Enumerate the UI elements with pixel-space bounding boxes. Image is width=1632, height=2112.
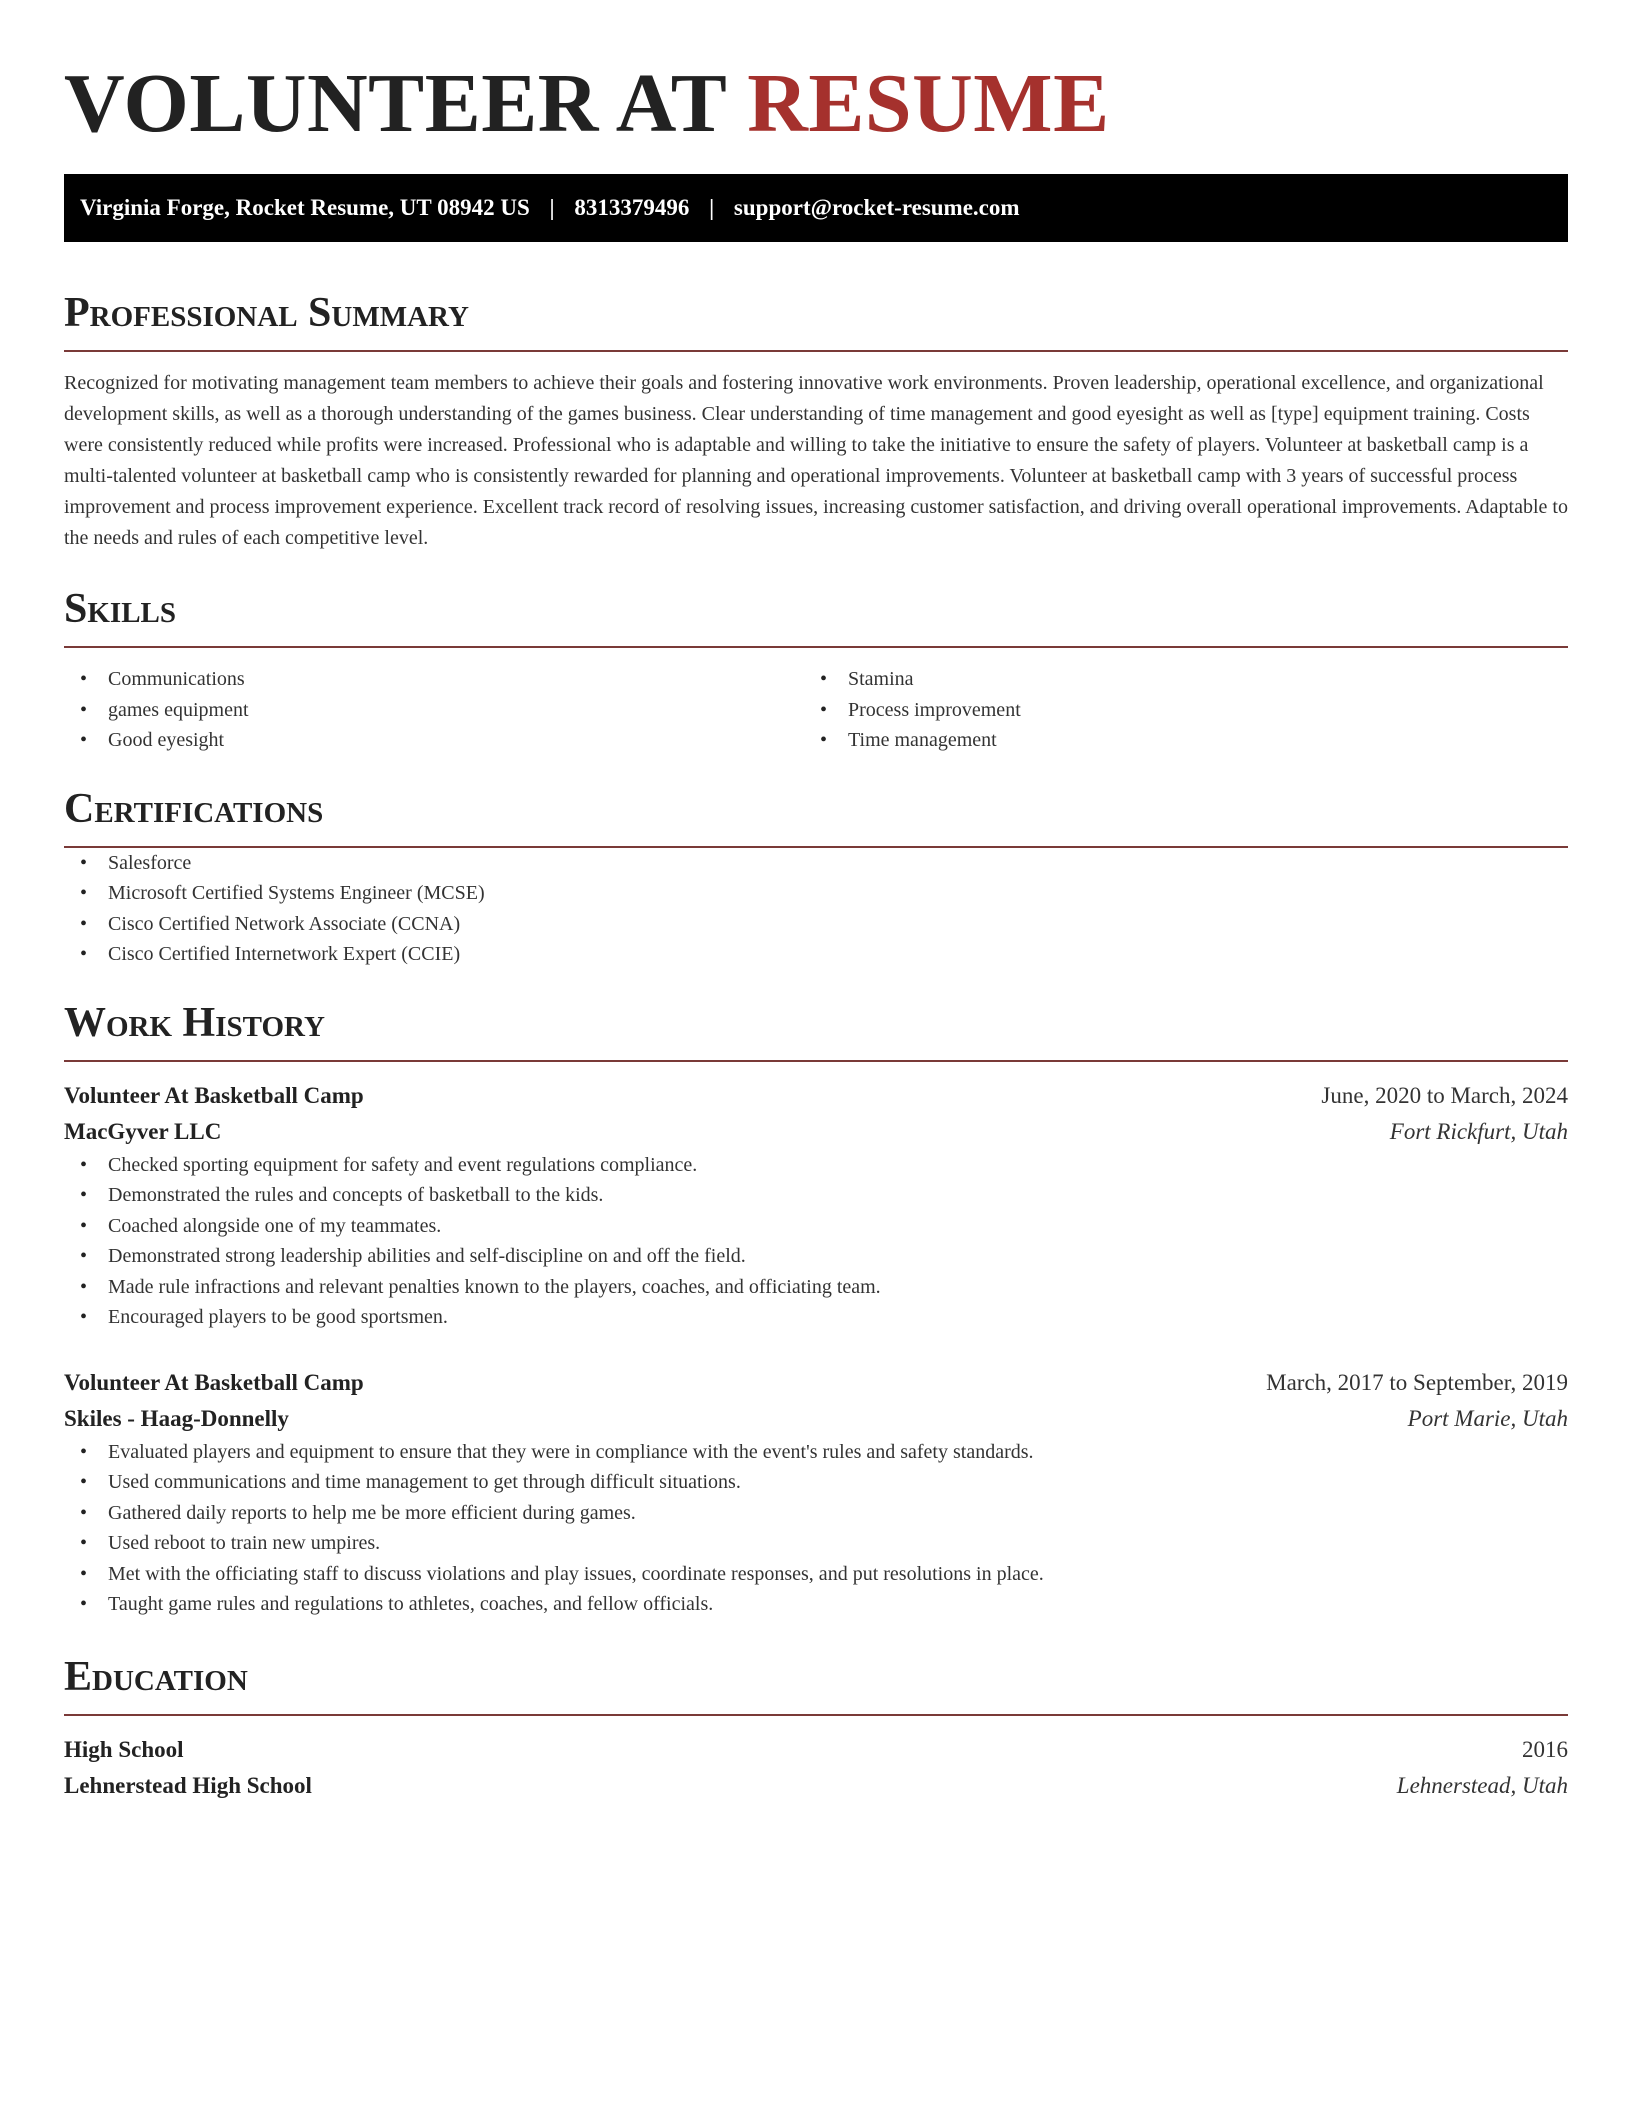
job-duty: • Demonstrated the rules and concepts of basketball to the kids. bbox=[64, 1180, 1568, 1211]
certification-item: • Cisco Certified Internetwork Expert (CCIE) bbox=[64, 939, 1568, 970]
education-location: Lehnerstead, Utah bbox=[1396, 1772, 1568, 1798]
title-main: VOLUNTEER AT bbox=[64, 57, 748, 150]
job-duty: • Gathered daily reports to help me be more efficient during games. bbox=[64, 1498, 1568, 1529]
job-duty: • Checked sporting equipment for safety and event regulations compliance. bbox=[64, 1150, 1568, 1181]
education-degree: High School bbox=[64, 1736, 184, 1762]
contact-email: support@rocket-resume.com bbox=[733, 195, 1020, 220]
section-heading: Professional Summary bbox=[64, 290, 469, 336]
section-divider bbox=[64, 1714, 1568, 1716]
job-duty: • Evaluated players and equipment to ensure that they were in compliance with the event's rules and safety standards. bbox=[64, 1437, 1568, 1468]
skills-column-right bbox=[804, 664, 1544, 756]
certification-item: • Cisco Certified Network Associate (CCNA) bbox=[64, 909, 1568, 940]
job-duty: • Used reboot to train new umpires. bbox=[64, 1528, 1568, 1559]
certification-item: • Salesforce bbox=[64, 848, 1568, 879]
education-entry bbox=[64, 1732, 1568, 1804]
professional-summary-section bbox=[64, 288, 1568, 554]
job-title: Volunteer At Basketball Camp bbox=[64, 1369, 364, 1395]
section-divider bbox=[64, 350, 1568, 352]
job-dates: June, 2020 to March, 2024 bbox=[1321, 1082, 1568, 1108]
contact-separator: | bbox=[709, 195, 715, 220]
job-entry bbox=[64, 1078, 1568, 1333]
section-divider bbox=[64, 646, 1568, 648]
skill-item: • Communications bbox=[64, 664, 804, 695]
section-heading: Certifications bbox=[64, 785, 324, 832]
certification-item: • Microsoft Certified Systems Engineer (MCSE) bbox=[64, 878, 1568, 909]
skill-item: • Process improvement bbox=[804, 695, 1544, 726]
job-duty: • Taught game rules and regulations to athletes, coaches, and fellow officials. bbox=[64, 1589, 1568, 1620]
resume-page bbox=[64, 0, 1568, 1804]
job-duty: • Made rule infractions and relevant penalties known to the players, coaches, and officiating team. bbox=[64, 1272, 1568, 1303]
certifications-list bbox=[64, 848, 1568, 970]
education-school: Lehnerstead High School bbox=[64, 1772, 312, 1798]
contact-separator: | bbox=[549, 195, 555, 220]
skills-column-left bbox=[64, 664, 804, 756]
job-company: Skiles - Haag-Donnelly bbox=[64, 1405, 289, 1431]
job-duties-list bbox=[64, 1150, 1568, 1333]
skill-item: • games equipment bbox=[64, 695, 804, 726]
resume-title bbox=[64, 56, 1568, 152]
job-duty: • Demonstrated strong leadership abilities and self-discipline on and off the field. bbox=[64, 1241, 1568, 1272]
job-entry bbox=[64, 1365, 1568, 1620]
skills-section bbox=[64, 584, 1568, 756]
section-heading: Education bbox=[64, 1653, 248, 1700]
job-title: Volunteer At Basketball Camp bbox=[64, 1082, 364, 1108]
contact-phone: 8313379496 bbox=[574, 195, 690, 220]
job-location: Fort Rickfurt, Utah bbox=[1389, 1118, 1568, 1144]
skills-grid bbox=[64, 664, 1568, 756]
education-year: 2016 bbox=[1522, 1736, 1568, 1762]
job-duties-list bbox=[64, 1437, 1568, 1620]
work-history-section bbox=[64, 998, 1568, 1620]
section-heading: Skills bbox=[64, 586, 177, 632]
job-dates: March, 2017 to September, 2019 bbox=[1266, 1369, 1568, 1395]
skill-item: • Stamina bbox=[804, 664, 1544, 695]
job-location: Port Marie, Utah bbox=[1407, 1405, 1568, 1431]
contact-address: Virginia Forge, Rocket Resume, UT 08942 US bbox=[80, 195, 530, 220]
section-heading: Work History bbox=[64, 999, 325, 1046]
job-duty: • Coached alongside one of my teammates. bbox=[64, 1211, 1568, 1242]
title-accent: RESUME bbox=[747, 57, 1110, 150]
skill-item: • Good eyesight bbox=[64, 725, 804, 756]
job-company: MacGyver LLC bbox=[64, 1118, 222, 1144]
job-duty: • Encouraged players to be good sportsmen. bbox=[64, 1302, 1568, 1333]
skill-item: • Time management bbox=[804, 725, 1544, 756]
contact-bar bbox=[64, 174, 1568, 242]
certifications-section bbox=[64, 784, 1568, 970]
section-divider bbox=[64, 1060, 1568, 1062]
summary-text: Recognized for motivating management team members to achieve their goals and fostering innovative work environments. Proven leadership, operational excellence, and organizational development skills, as well as a thorough understanding of the games business. Clear understanding of time management and good eyesight as well as [type] equipment training. Costs were consistently reduced while profits were increased. Professional who is adaptable and willing to take the initiative to ensure the safety of players. Volunteer at basketball camp is a multi-talented volunteer at basketball camp who is consistently rewarded for planning and operational improvements. Volunteer at basketball camp with 3 years of successful process improvement and process improvement experience. Excellent track record of resolving issues, increasing customer satisfaction, and driving overall operational improvements. Adaptable to the needs and rules of each competitive level. bbox=[64, 372, 1568, 549]
job-duty: • Met with the officiating staff to discuss violations and play issues, coordinate responses, and put resolutions in place. bbox=[64, 1559, 1568, 1590]
job-duty: • Used communications and time management to get through difficult situations. bbox=[64, 1467, 1568, 1498]
education-section bbox=[64, 1652, 1568, 1804]
